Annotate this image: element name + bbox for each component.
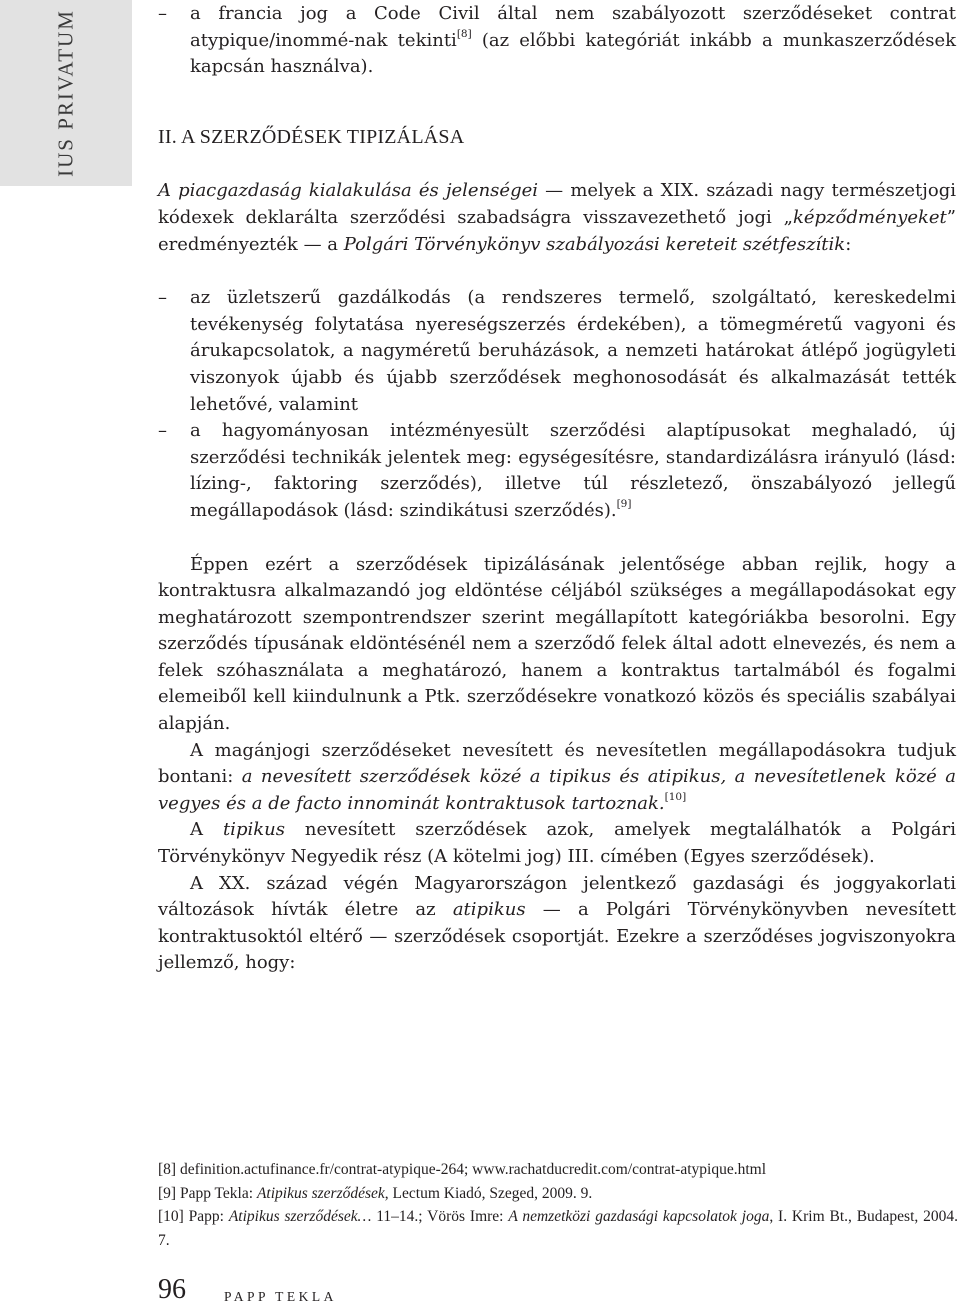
footnote-8: [8] definition.actufinance.fr/contrat-atypique-264; www.rachatducredit.com/contrat-atypique.html: [158, 1161, 766, 1178]
body-paragraph-3: A tipikus nevesített szerződések azok, amelyek megtalálhatók a Polgári Törvénykönyv Negyedik rész (A kötelmi jog) III. címében (Egyes szerződések).: [158, 819, 956, 868]
body-paragraph-1: Éppen ezért a szerződések tipizálásának jelentősége abban rejlik, hogy a kontraktusra alkalmazandó jog eldöntése céljából szükséges a megállapodásokat egy meghatározott szempontrendszer szerint megállapított kategóriákba besorolni. Egy szerződés típusának eldöntésénél nem a szerződő felek által adott elnevezés, és nem a felek szóhasználata a meghatározó, hanem a kontraktus tartalmából és fogalmi elemeiből kell kiindulnunk a Ptk. szerződésekre vonatkozó közös és speciális szabályai alapján.: [158, 553, 956, 735]
footnote-ref-10[interactable]: [10]: [664, 790, 687, 803]
footnote-9: [9] Papp Tekla: Atipikus szerződések, Lectum Kiadó, Szeged, 2009. 9.: [158, 1184, 593, 1202]
footnote-ref-8[interactable]: [8]: [456, 27, 472, 40]
page-body: [158, 0, 956, 977]
section-title: A SZERZŐDÉSEK TIPIZÁLÁSA: [181, 125, 465, 148]
footnote-ref-9[interactable]: [9]: [616, 497, 632, 510]
list-item: – az üzletszerű gazdálkodás (a rendszeres termelő, szolgáltató, kereskedelmi tevékenység folytatása nyereségszerzés érdekében), a tömegméretű vagyoni és árukapcsolatok, a nagyméretű beruházások, a nemzeti határokat átlépő jogügyleti viszonyok újabb és újabb szerződések meghonosodását és alkalmazását tették lehetővé, valamint: [158, 285, 956, 418]
journal-title: IUS PRIVATUM: [53, 9, 78, 177]
section-heading: [158, 124, 956, 151]
page-number: 96: [158, 1274, 186, 1305]
journal-side-tab: [0, 0, 132, 186]
intro-list-item: – a francia jog a Code Civil által nem szabályozott szerződéseket contrat atypique/inommé-nak tekinti[8] (az előbbi kategóriát inkább a munkaszerződések kapcsán használva).: [158, 1, 956, 81]
section-number: II.: [158, 125, 177, 148]
footnotes: [158, 1158, 958, 1252]
dash-list: [158, 285, 956, 524]
footnote-10: [10] Papp: Atipikus szerződések… 11–14.; Vörös Imre: A nemzetközi gazdasági kapcsolatok joga, I. Krim Bt., Budapest, 2004. 7.: [158, 1208, 958, 1249]
body-paragraph-4: A XX. század végén Magyarországon jelentkező gazdasági és joggyakorlati változások hívták életre az atipikus — a Polgári Törvénykönyvben nevesített kontraktusoktól eltérő — szerződések csoportját. Ezekre a szerződéses jogviszonyokra jellemző, hogy:: [158, 872, 957, 974]
list-item: – a hagyományosan intézményesült szerződési alaptípusokat meghaladó, új szerződési technikák jelentek meg: egységesítésre, standardizálásra irányuló (lásd: lízing-, faktoring szerződés), illetve túl részletező, önszabályozó jellegű megállapodások (lásd: szindikátusi szerződés).[9]: [158, 418, 956, 524]
intro-paragraph: A piacgazdaság kialakulása és jelenségei — melyek a XIX. századi nagy természetjogi kódexek deklarálta szerződési szabadságra visszavezethető jogi „képződményeket” eredményezték — a Polgári Törvénykönyv szabályozási kereteit szétfeszítik:: [158, 180, 956, 255]
body-paragraph-2: A magánjogi szerződéseket nevesített és nevesítetlen megállapodásokra tudjuk bontani: a nevesített szerződések közé a tipikus és atipikus, a nevesítetlenek közé a vegyes és a de facto innominát kontraktusok tartoznak.[10]: [158, 739, 956, 814]
running-author: PAPP TEKLA: [224, 1289, 337, 1304]
